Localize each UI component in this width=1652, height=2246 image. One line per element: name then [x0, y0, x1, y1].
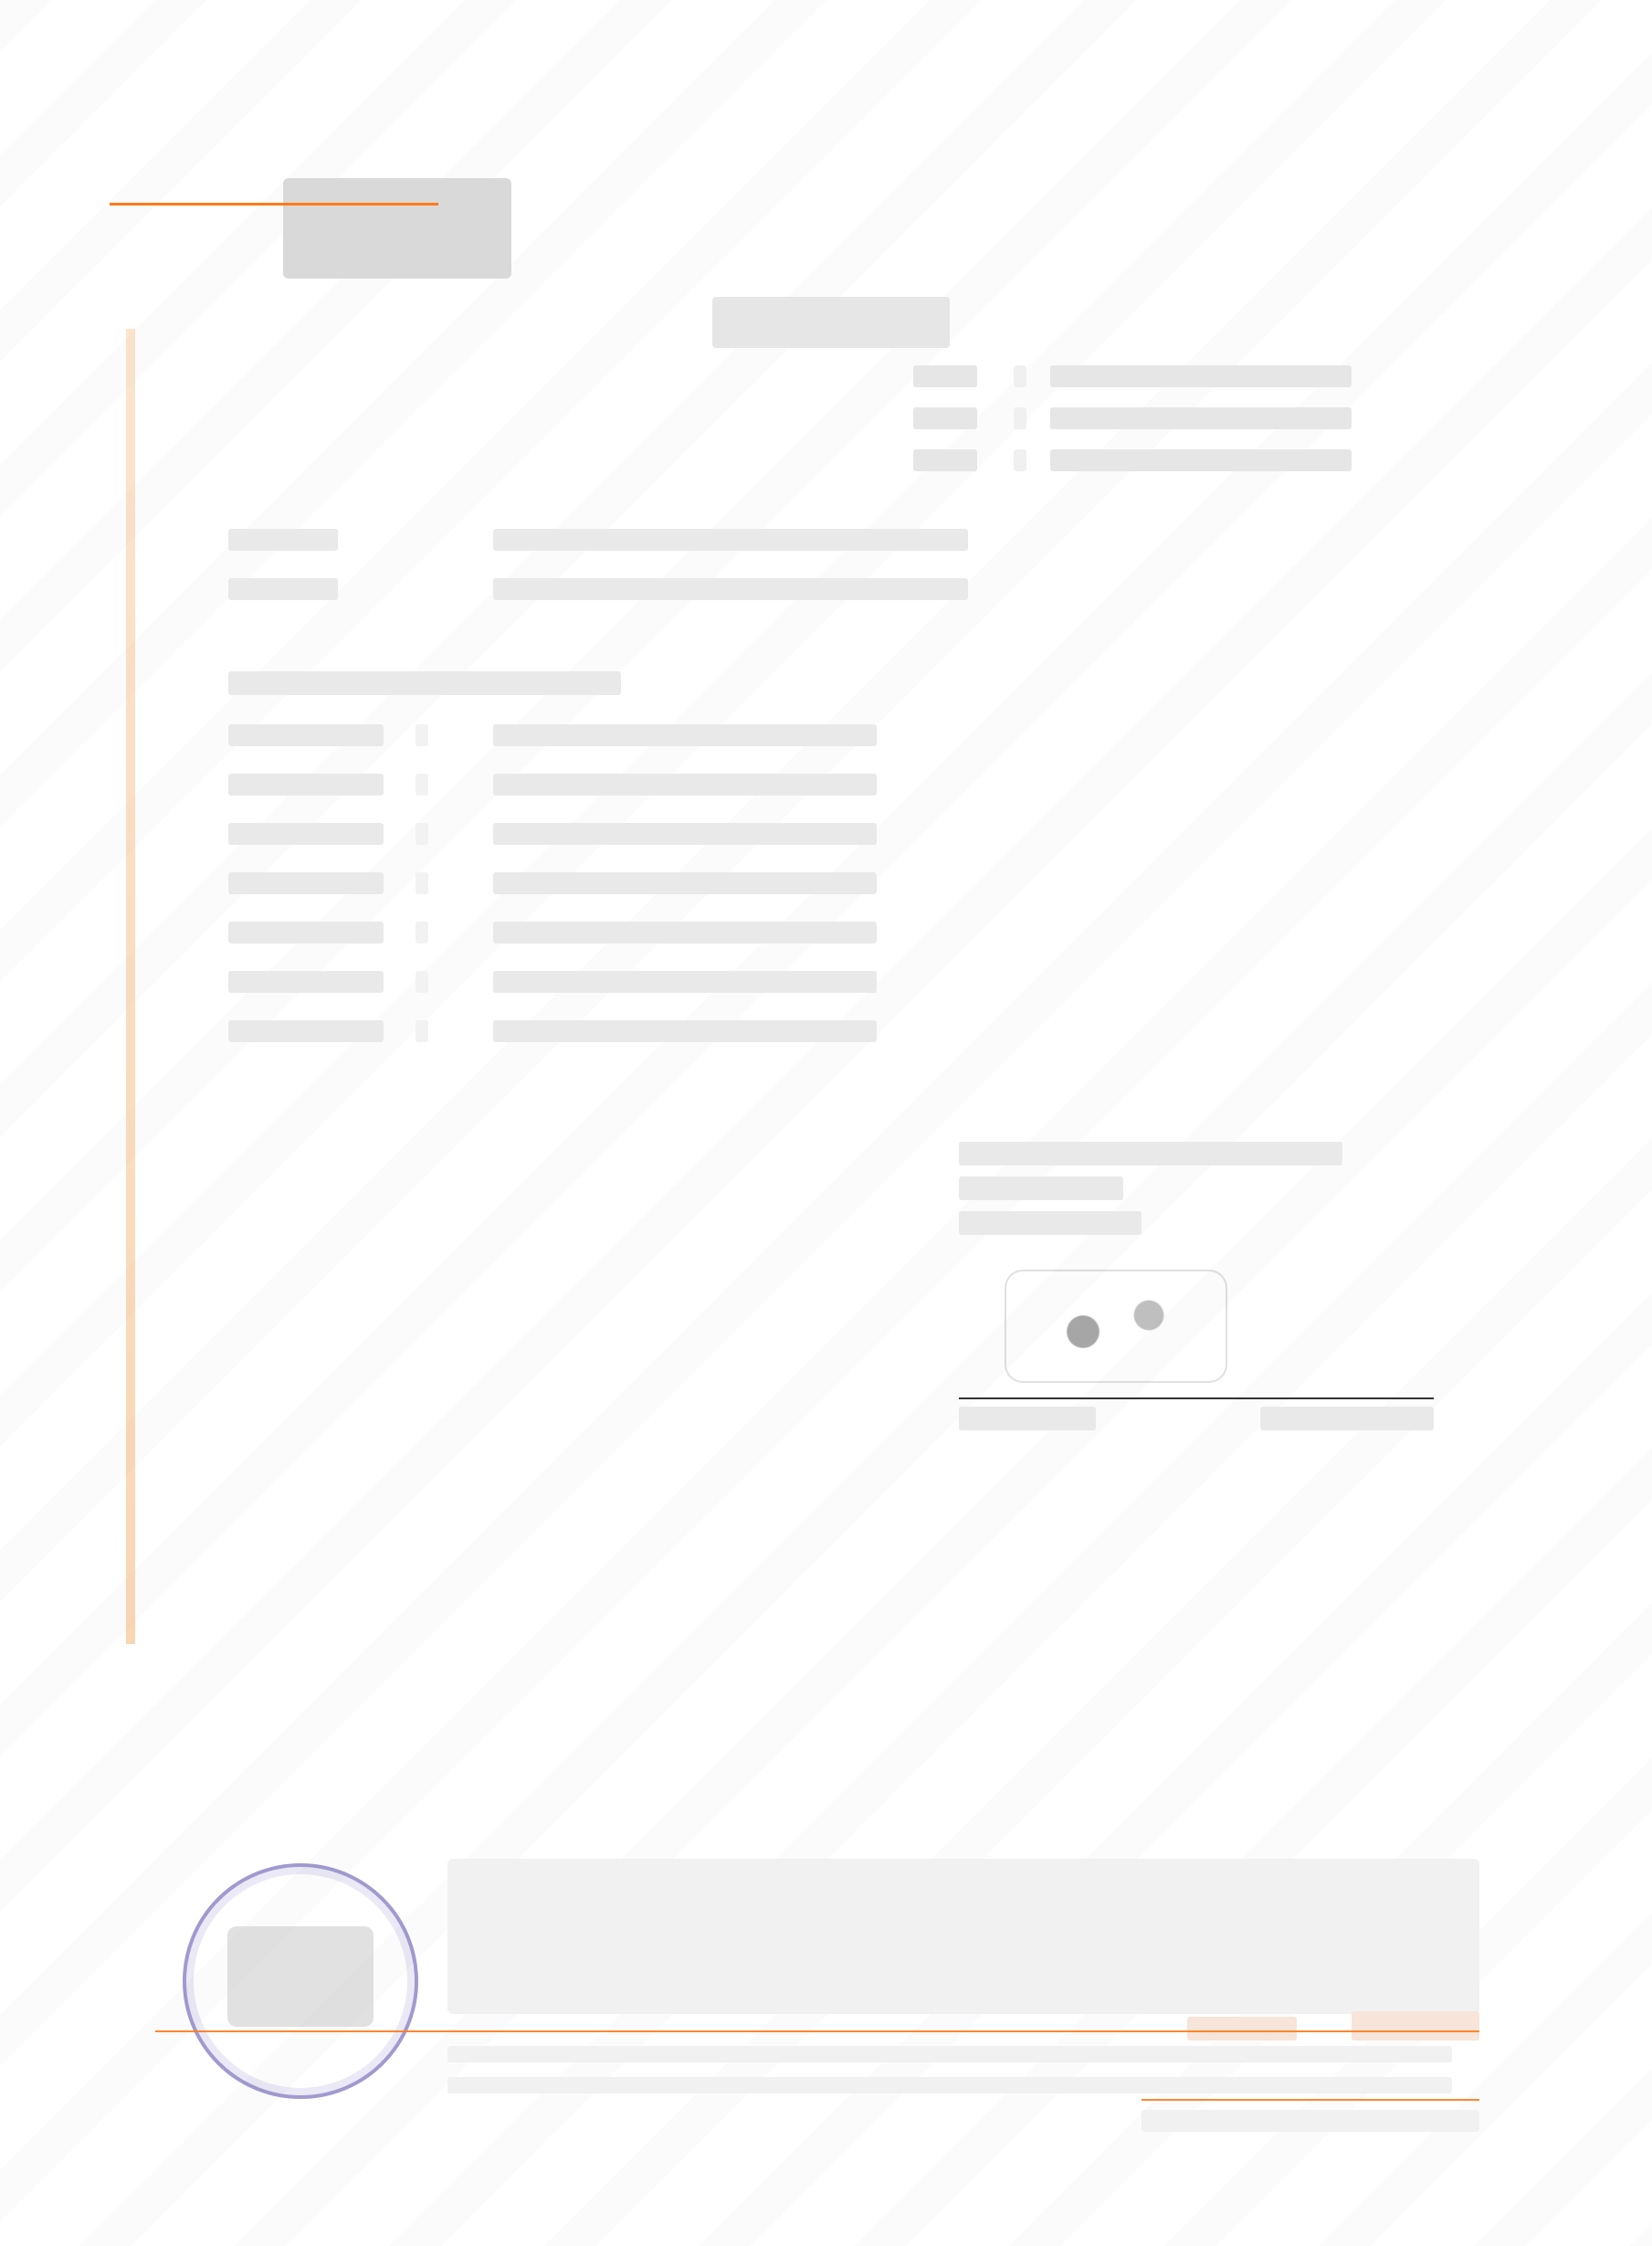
handwritten-signature [1005, 1270, 1227, 1383]
client-row [228, 565, 1142, 615]
sample-value [493, 774, 877, 796]
company-address [447, 2039, 1479, 2103]
meta-key [913, 365, 977, 387]
meta-separator [1014, 365, 1026, 387]
sample-separator [416, 922, 428, 944]
signature-org-line [959, 1142, 1342, 1165]
signature-dept-line [959, 1176, 1123, 1200]
sample-value [493, 872, 877, 894]
sample-value [493, 823, 877, 845]
client-value [493, 578, 968, 600]
sample-row [228, 1007, 1233, 1057]
sample-info [228, 671, 1233, 1046]
sample-key [228, 922, 384, 944]
title-text-placeholder [712, 297, 950, 348]
document-title [712, 297, 950, 348]
address-row [447, 2039, 1479, 2070]
address-bar [447, 2046, 1452, 2062]
address-row [447, 2070, 1479, 2101]
sample-row [228, 909, 1233, 958]
meta-value [1050, 407, 1352, 429]
sample-row [228, 859, 1233, 909]
client-key [228, 578, 338, 600]
meta-row [913, 398, 1388, 440]
logo-underline [110, 203, 438, 206]
sample-key [228, 872, 384, 894]
sample-row [228, 712, 1233, 761]
sample-separator [416, 724, 428, 746]
client-info [228, 516, 1142, 626]
company-logo [110, 82, 438, 219]
sample-heading [228, 671, 621, 695]
meta-key [913, 449, 977, 471]
meta-value [1050, 449, 1352, 471]
sample-value [493, 1020, 877, 1042]
report-meta [913, 356, 1388, 484]
footer-divider [155, 2030, 1479, 2032]
signatory-name [959, 1407, 1096, 1430]
sample-value [493, 922, 877, 944]
sample-key [228, 774, 384, 796]
member-line [1142, 2110, 1479, 2132]
sample-separator [416, 774, 428, 796]
sample-row [228, 958, 1233, 1007]
sample-row [228, 810, 1233, 859]
sample-value [493, 724, 877, 746]
member-divider [1142, 2099, 1479, 2101]
signature-block [959, 1142, 1452, 1434]
sample-separator [416, 823, 428, 845]
signature-title-line [959, 1211, 1142, 1235]
meta-separator [1014, 407, 1026, 429]
sample-value [493, 971, 877, 993]
sample-separator [416, 872, 428, 894]
meta-row [913, 356, 1388, 398]
sample-key [228, 724, 384, 746]
meta-value [1050, 365, 1352, 387]
terms-text-placeholder [447, 1859, 1479, 2014]
terms-paragraph [447, 1859, 1479, 2014]
meta-key [913, 407, 977, 429]
sample-separator [416, 971, 428, 993]
sample-key [228, 971, 384, 993]
serial-number [1352, 2011, 1479, 2040]
sample-fields [228, 712, 1233, 1040]
client-row [228, 516, 1142, 565]
sample-key [228, 1020, 384, 1042]
meta-separator [1014, 449, 1026, 471]
official-seal [183, 1863, 418, 2099]
sample-row [228, 761, 1233, 810]
address-bar [447, 2077, 1452, 2093]
sample-separator [416, 1020, 428, 1042]
signature-line [959, 1397, 1434, 1399]
seal-mark [227, 1926, 374, 2027]
signatory-role [1260, 1407, 1434, 1430]
sample-key [228, 823, 384, 845]
meta-row [913, 440, 1388, 482]
client-key [228, 529, 338, 551]
side-notice-strip [126, 329, 135, 1644]
client-value [493, 529, 968, 551]
footer-code [1187, 2017, 1297, 2040]
logo-mark [283, 178, 511, 279]
